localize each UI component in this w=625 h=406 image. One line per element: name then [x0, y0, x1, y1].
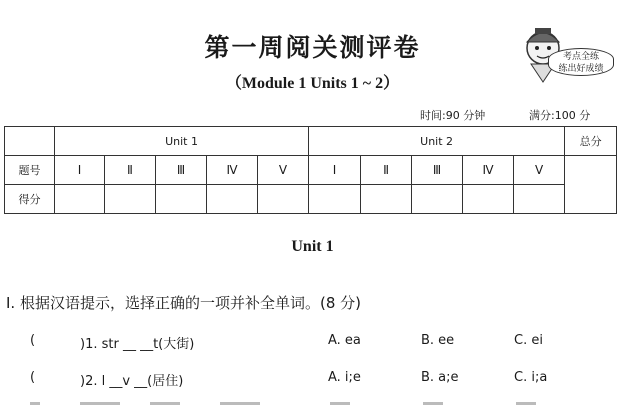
full-score: 满分:100 分 [529, 109, 591, 122]
option-a: A. ea [328, 333, 361, 348]
unit2-numeral: Ⅳ [463, 156, 514, 185]
stamp-line-2: 练出好成绩 [558, 64, 604, 74]
corner-cell [5, 127, 55, 156]
slogan-stamp [548, 48, 614, 76]
unit2-numeral: Ⅱ [361, 156, 412, 185]
unit2-numeral: Ⅰ [309, 156, 361, 185]
unit1-numeral: Ⅳ [207, 156, 258, 185]
unit2-numeral: Ⅴ [514, 156, 565, 185]
score-table [4, 126, 617, 214]
cropped-next-row [0, 398, 625, 406]
question-text: )1. str __ __t(大街) [80, 337, 195, 352]
score-cell[interactable] [463, 185, 514, 214]
score-cell[interactable] [207, 185, 258, 214]
option-c: C. ei [514, 333, 543, 348]
question-row [0, 370, 625, 392]
time-limit: 时间:90 分钟 [420, 109, 486, 122]
option-b: B. a;e [421, 370, 459, 385]
stamp-line-1: 考点全练 [562, 52, 599, 62]
page-title: 第一周阅关测评卷 [204, 33, 421, 62]
question-row [0, 333, 625, 355]
score-cell[interactable] [514, 185, 565, 214]
option-a: A. i;e [328, 370, 361, 385]
answer-paren[interactable]: ( [30, 333, 36, 348]
option-c: C. i;a [514, 370, 548, 385]
section-title: Unit 1 [291, 238, 334, 255]
section-instruction: Ⅰ. 根据汉语提示，选择正确的一项并补全单词。(8 分) [6, 294, 361, 312]
score-cell[interactable] [309, 185, 361, 214]
total-score-cell[interactable] [565, 156, 617, 214]
score-cell[interactable] [361, 185, 412, 214]
answer-paren[interactable]: ( [30, 370, 36, 385]
unit1-numeral: Ⅰ [55, 156, 105, 185]
score-cell[interactable] [105, 185, 156, 214]
unit2-header: Unit 2 [309, 127, 565, 156]
score-cell[interactable] [412, 185, 463, 214]
question-number-label: 题号 [5, 156, 55, 185]
score-label: 得分 [5, 185, 55, 214]
unit1-header: Unit 1 [55, 127, 309, 156]
question-text: )2. l __v __(居住) [80, 374, 184, 389]
score-cell[interactable] [156, 185, 207, 214]
option-b: B. ee [421, 333, 455, 348]
score-cell[interactable] [258, 185, 309, 214]
unit2-numeral: Ⅲ [412, 156, 463, 185]
unit1-numeral: Ⅱ [105, 156, 156, 185]
score-cell[interactable] [55, 185, 105, 214]
unit1-numeral: Ⅴ [258, 156, 309, 185]
total-header: 总分 [565, 127, 617, 156]
unit1-numeral: Ⅲ [156, 156, 207, 185]
page-subtitle: （Module 1 Units 1 ~ 2） [225, 75, 400, 92]
